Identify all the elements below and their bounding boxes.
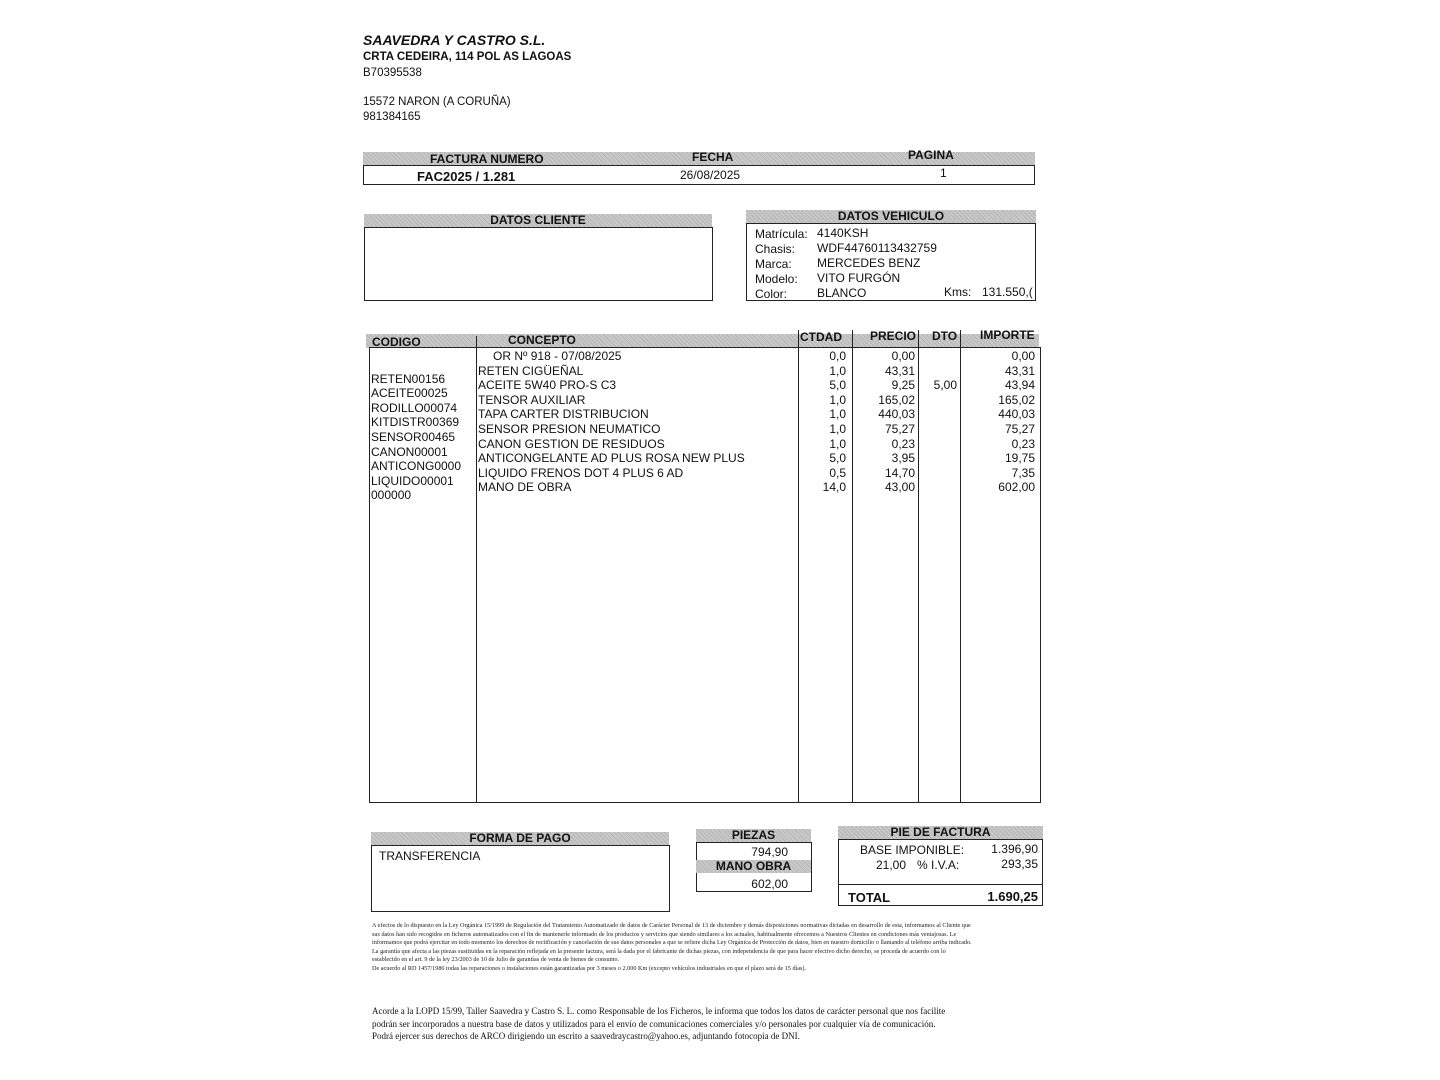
legal-notice [372, 922, 972, 974]
client-label: DATOS CLIENTE [490, 213, 586, 227]
cell-precio: 43,31 [884, 363, 915, 378]
col-codigo-header: CODIGO [372, 335, 421, 349]
invoice-number-label: FACTURA NUMERO [430, 152, 544, 166]
col-importe-header: IMPORTE [980, 328, 1035, 342]
cell-dto: 5,00 [933, 378, 957, 393]
legal-arco [372, 1005, 952, 1043]
legal-warranty: La garantía que afecta a las piezas sustituidas en la reparación reflejada en la presente factura, será la dada por el fabricante de dichas piezas, con independencia de que para hacer efectivo dicho derecho, se proceda de acuerdo con lo establecido en el art. 9 de la ley 23/2003 de 10 de Julio de garantías de venta de bienes de consumo. [372, 947, 946, 964]
cell-importe: 43,31 [1004, 363, 1035, 378]
vehicle-chasis-label: Chasis: [755, 242, 796, 256]
piezas-value: 794,90 [751, 845, 788, 859]
company-address: CRTA CEDEIRA, 114 POL AS LAGOAS [363, 51, 572, 63]
col-divider [852, 330, 853, 803]
client-box [364, 227, 713, 301]
cell-importe: 7,35 [1011, 465, 1035, 480]
piezas-header [696, 829, 811, 842]
cell-importe: 0,00 [1011, 349, 1035, 363]
cell-codigo: CANON00001 [371, 444, 448, 459]
cell-ctdad: 5,0 [829, 378, 846, 393]
cell-codigo: 000000 [371, 488, 412, 503]
piezas-label: PIEZAS [731, 828, 776, 842]
cell-concepto: TAPA CARTER DISTRIBUCION [478, 407, 649, 422]
cell-concepto: SENSOR PRESION NEUMATICO [478, 422, 661, 436]
totals-header [838, 826, 1043, 839]
cell-precio: 3,95 [891, 451, 915, 466]
invoice-number: FAC2025 / 1.281 [417, 169, 516, 184]
vehicle-marca-label: Marca: [755, 257, 792, 271]
cell-codigo: RODILLO00074 [371, 400, 458, 415]
col-divider [960, 330, 961, 803]
mano-obra-value: 602,00 [751, 877, 788, 891]
vehicle-chasis: WDF44760113432759 [817, 241, 937, 255]
vehicle-header [746, 210, 1036, 223]
vehicle-color: BLANCO [817, 286, 867, 300]
cell-ctdad: 0,0 [829, 349, 846, 363]
iva-label: % I.V.A: [917, 858, 960, 872]
vehicle-modelo-label: Modelo: [755, 272, 798, 286]
legal-rd: De acuerdo al RD 1457/1986 todas las reparaciones o instalaciones están garantizadas por 3 meses o 2.000 Km (excepto vehículos industriales en que el plazo será de 15 días). [372, 964, 807, 972]
vehicle-modelo: VITO FURGÓN [817, 271, 901, 285]
base-imponible-value: 1.396,90 [991, 842, 1038, 856]
iva-value: 293,35 [1001, 857, 1038, 871]
col-ctdad-header: CTDAD [800, 330, 842, 344]
col-divider [476, 336, 477, 803]
cell-importe: 43,94 [1004, 378, 1035, 393]
cell-codigo: KITDISTR00369 [371, 415, 460, 430]
company-phone: 981384165 [363, 111, 421, 123]
cell-importe: 0,23 [1011, 436, 1035, 451]
cell-codigo: RETEN00156 [371, 371, 446, 386]
cell-precio: 440,03 [878, 407, 915, 422]
company-name: SAAVEDRA Y CASTRO S.L. [363, 32, 546, 48]
company-cif: B70395538 [363, 67, 422, 79]
totals-divider [839, 884, 1043, 885]
cell-concepto: OR Nº 918 - 07/08/2025 [493, 349, 622, 363]
col-dto-header: DTO [932, 329, 958, 343]
cell-importe: 19,75 [1004, 451, 1035, 466]
cell-concepto: ACEITE 5W40 PRO-S C3 [478, 378, 617, 393]
cell-concepto: CANON GESTION DE RESIDUOS [478, 436, 665, 451]
vehicle-color-label: Color: [755, 287, 788, 301]
legal-lopd: A efectos de lo dispuesto en la Ley Orgánica 15/1999 de Regulación del Tratamiento Automatizado de datos de Carácter Personal de 13 de diciembre y demás disposiciones normativas dictadas en desarrollo de esta, informamos al Cliente que sus datos han sido recogidos en ficheros automatizados con el fin de mantenerle informado de los productos y servicios que siendo similares a los actuales, habitualmente ofrecemos a Nuestros Clientes en condiciones más ventajosas. Le informamos que podrá ejercitar en todo momento los derechos de rectificación y cancelación de sus datos personales a que se refiere dicha Ley Orgánica de Protección de datos, bien en nuestro domicilio o llamando al teléfono arriba indicado. [372, 922, 972, 947]
cell-precio: 14,70 [884, 465, 915, 480]
totals-label: PIE DE FACTURA [890, 825, 991, 839]
cell-ctdad: 1,0 [829, 363, 846, 378]
payment-method: TRANSFERENCIA [379, 849, 481, 863]
col-precio-header: PRECIO [870, 329, 917, 343]
base-imponible-label: BASE IMPONIBLE: [860, 843, 965, 857]
cell-ctdad: 0,5 [829, 465, 846, 480]
cell-codigo: LIQUIDO00001 [371, 473, 454, 488]
total-value: 1.690,25 [987, 889, 1038, 904]
cell-precio: 75,27 [884, 422, 915, 436]
cell-importe: 75,27 [1004, 422, 1035, 436]
payment-header [371, 832, 669, 845]
invoice-date: 26/08/2025 [680, 168, 741, 182]
cell-ctdad: 1,0 [829, 392, 846, 407]
cell-precio: 9,25 [891, 378, 915, 393]
cell-concepto: ANTICONGELANTE AD PLUS ROSA NEW PLUS [478, 451, 745, 466]
cell-precio: 43,00 [884, 480, 915, 495]
cell-ctdad: 1,0 [829, 407, 846, 422]
cell-concepto: TENSOR AUXILIAR [478, 392, 586, 407]
cell-concepto: MANO DE OBRA [478, 480, 572, 495]
invoice-date-label: FECHA [692, 150, 734, 164]
vehicle-matricula: 4140KSH [817, 226, 869, 240]
cell-concepto: LIQUIDO FRENOS DOT 4 PLUS 6 AD [478, 465, 684, 480]
cell-codigo: ANTICONG0000 [371, 459, 462, 474]
col-divider [798, 330, 799, 803]
cell-importe: 165,02 [998, 392, 1035, 407]
col-divider [918, 330, 919, 803]
cell-importe: 602,00 [998, 480, 1035, 495]
cell-precio: 0,23 [891, 436, 915, 451]
cell-precio: 165,02 [878, 392, 915, 407]
cell-codigo: ACEITE00025 [371, 386, 448, 401]
cell-codigo: SENSOR00465 [371, 430, 456, 444]
cell-concepto: RETEN CIGÜEÑAL [478, 363, 584, 378]
company-city: 15572 NARON (A CORUÑA) [363, 96, 511, 108]
cell-ctdad: 5,0 [829, 451, 846, 466]
mano-obra-header [696, 860, 811, 873]
invoice-page-label: PAGINA [908, 148, 954, 162]
cell-ctdad: 14,0 [822, 480, 846, 495]
cell-precio: 0,00 [891, 349, 915, 363]
col-concepto-header: CONCEPTO [508, 333, 576, 347]
total-label: TOTAL [848, 890, 891, 905]
vehicle-kms-label: Kms: [944, 285, 972, 299]
cell-ctdad: 1,0 [829, 436, 846, 451]
cell-importe: 440,03 [998, 407, 1035, 422]
vehicle-kms: 131.550,( [982, 285, 1033, 299]
invoice-page: 1 [940, 166, 947, 180]
vehicle-matricula-label: Matrícula: [755, 227, 808, 241]
vehicle-label: DATOS VEHICULO [837, 209, 945, 223]
client-header [364, 214, 712, 227]
iva-rate: 21,00 [876, 858, 907, 872]
vehicle-marca: MERCEDES BENZ [817, 256, 921, 270]
cell-ctdad: 1,0 [829, 422, 846, 436]
payment-label: FORMA DE PAGO [469, 831, 571, 845]
legal-arco-text: Acorde a la LOPD 15/99, Taller Saavedra y Castro S. L. como Responsable de los Ficheros, le informa que todos los datos de carácter personal que nos facilite podrán ser incorporados a nuestra base de datos y utilizados para el envío de comunicaciones comerciales y/o personales por cualquier vía de comunicación. Podrá ejercer sus derechos de ARCO dirigiendo un escrito a saavedraycastro@yahoo.es, adjuntando fotocopia de DNI. [372, 1006, 946, 1041]
mano-obra-label: MANO OBRA [715, 859, 792, 873]
